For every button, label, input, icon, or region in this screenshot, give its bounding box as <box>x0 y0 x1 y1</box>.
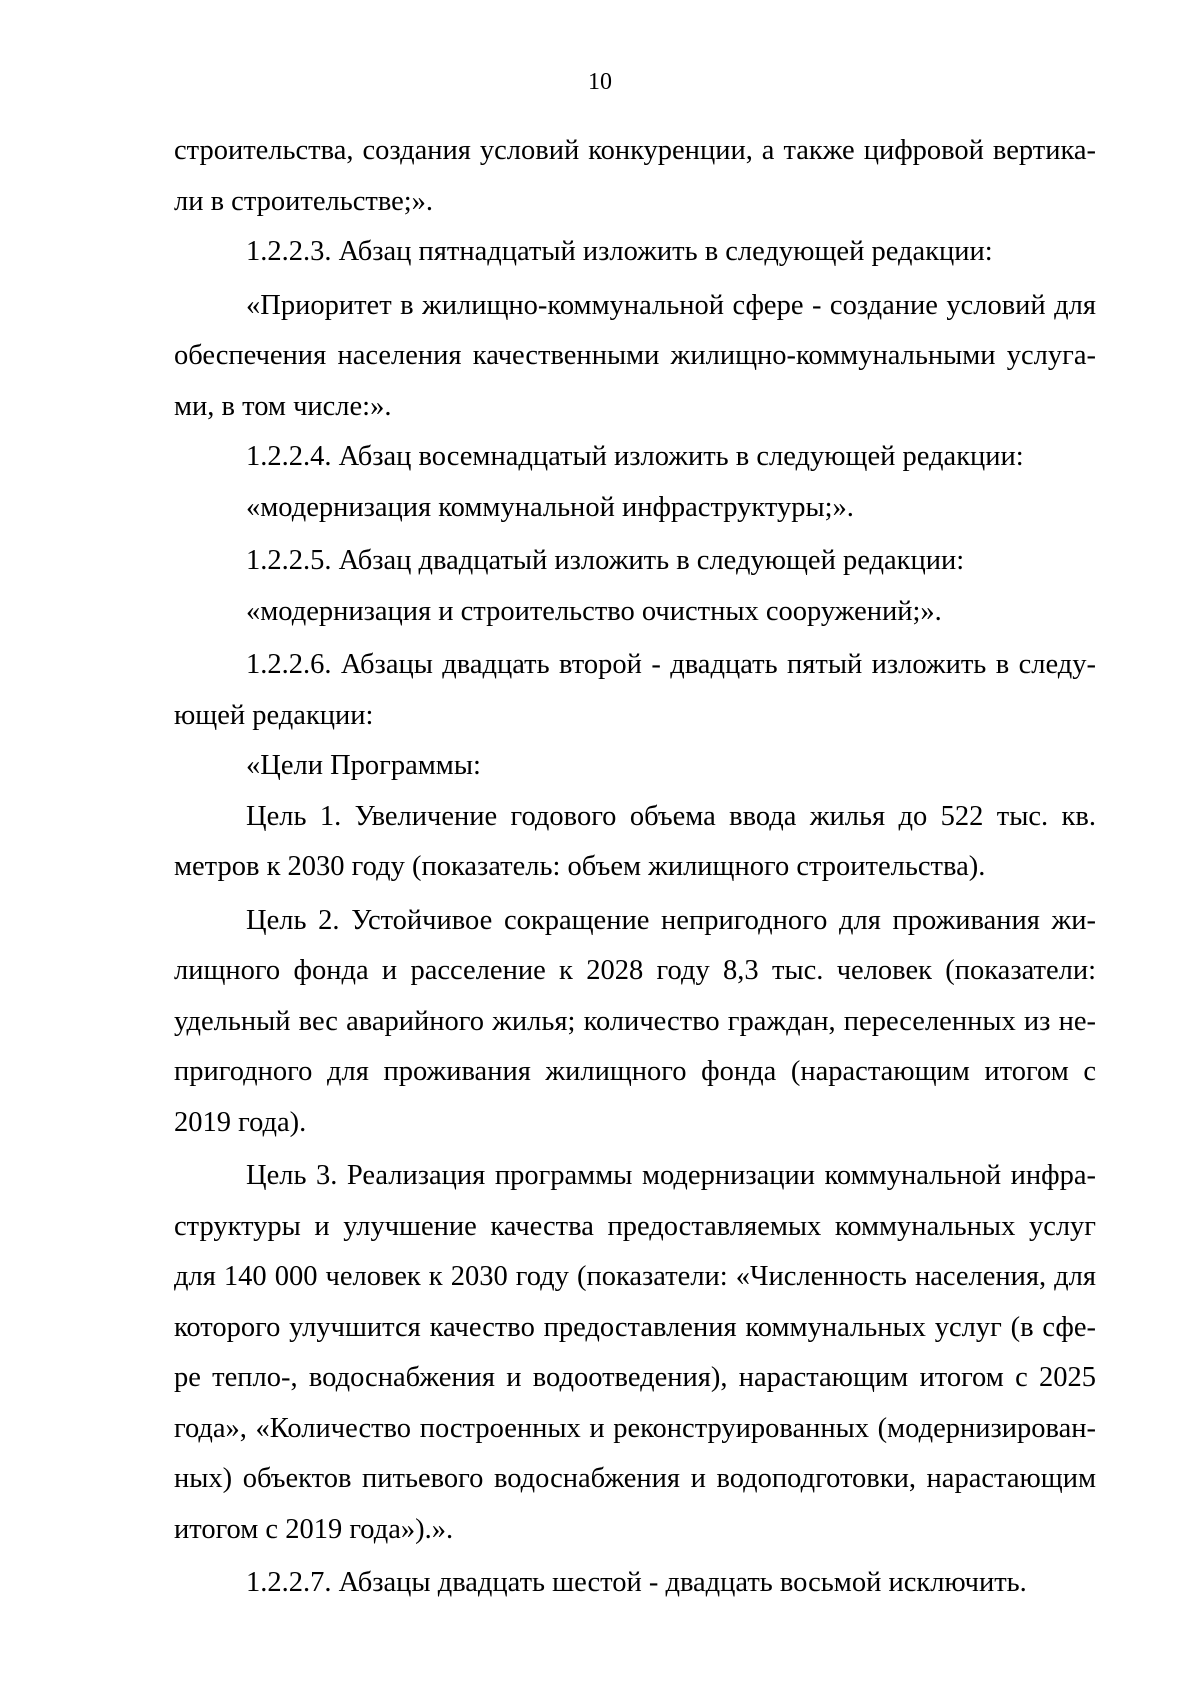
text-line: метров к 2030 году (показатель: объем жилищного строительства). <box>174 851 986 882</box>
text-line: структуры и улучшение качества предоставляемых коммунальных услуг <box>174 1210 1096 1242</box>
paragraph <box>174 741 1096 792</box>
text-line: «модернизация коммунальной инфраструктуры;». <box>246 491 854 523</box>
text-line: которого улучшится качество предоставления коммунальных услуг (в сфе- <box>174 1311 1096 1343</box>
text-line: 1.2.2.5. Абзац двадцатый изложить в следующей редакции: <box>246 545 965 576</box>
text-line: Цель 1. Увеличение годового объема ввода жилья до 522 тыс. кв. <box>246 800 1096 832</box>
text-line: 1.2.2.7. Абзацы двадцать шестой - двадцать восьмой исключить. <box>246 1567 1027 1598</box>
paragraph <box>174 640 1096 741</box>
page-number: 10 <box>588 69 612 95</box>
text-line: 1.2.2.6. Абзацы двадцать второй - двадцать пятый изложить в следу- <box>246 649 1096 680</box>
paragraph <box>174 483 1096 534</box>
text-line: обеспечения населения качественными жилищно-коммунальными услуга- <box>174 340 1096 371</box>
paragraph <box>174 1558 1096 1609</box>
paragraph <box>174 536 1096 587</box>
text-line: «модернизация и строительство очистных сооружений;». <box>246 595 942 627</box>
text-line: ных) объектов питьевого водоснабжения и водоподготовки, нарастающим <box>174 1463 1096 1494</box>
document-body <box>174 126 1096 1609</box>
paragraph <box>174 587 1096 638</box>
text-line: «Приоритет в жилищно-коммунальной сфере - создание условий для <box>246 289 1096 321</box>
paragraph <box>174 281 1096 433</box>
text-line: Цель 2. Устойчивое сокращение непригодного для проживания жи- <box>246 904 1096 936</box>
text-line: лищного фонда и расселение к 2028 году 8,3 тыс. человек (показатели: <box>174 955 1096 986</box>
text-line: для 140 000 человек к 2030 году (показатели: «Численность населения, для <box>174 1261 1096 1292</box>
text-line: 1.2.2.3. Абзац пятнадцатый изложить в следующей редакции: <box>246 236 993 267</box>
paragraph <box>174 896 1096 1149</box>
text-line: ющей редакции: <box>174 699 374 731</box>
paragraph <box>174 227 1096 278</box>
text-line: «Цели Программы: <box>246 750 481 781</box>
text-line: ре тепло-, водоснабжения и водоотведения), нарастающим итогом с 2025 <box>174 1362 1096 1393</box>
text-line: ми, в том числе:». <box>174 390 392 422</box>
text-line: строительства, создания условий конкуренции, а также цифровой вертика- <box>174 135 1096 166</box>
text-line: пригодного для проживания жилищного фонда (нарастающим итогом с <box>174 1056 1096 1087</box>
paragraph <box>174 792 1096 893</box>
text-line: итогом с 2019 года»).». <box>174 1513 454 1545</box>
text-line: Цель 3. Реализация программы модернизации коммунальной инфра- <box>246 1160 1096 1191</box>
paragraph <box>174 126 1096 227</box>
paragraph <box>174 432 1096 483</box>
text-line: ли в строительстве;». <box>174 185 434 217</box>
text-line: 1.2.2.4. Абзац восемнадцатый изложить в следующей редакции: <box>246 441 1024 472</box>
paragraph <box>174 1151 1096 1555</box>
text-line: 2019 года). <box>174 1106 307 1138</box>
text-line: удельный вес аварийного жилья; количество граждан, переселенных из не- <box>174 1005 1096 1037</box>
text-line: года», «Количество построенных и реконструированных (модернизирован- <box>174 1412 1096 1444</box>
